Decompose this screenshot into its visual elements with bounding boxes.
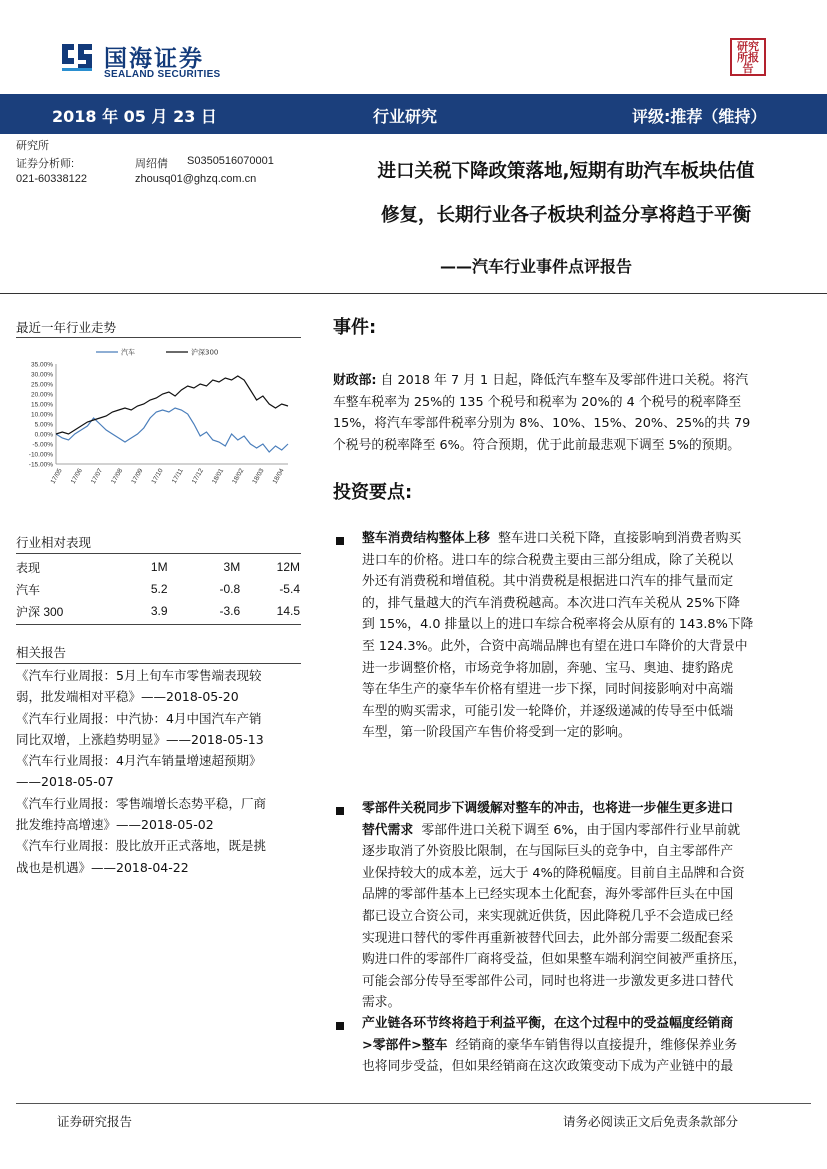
- point-1-line: 外还有消费税和增值税。其中消费税是根据进口汽车的排气量而定: [362, 574, 734, 590]
- related-report-line[interactable]: 《汽车行业周报：5月上旬车市零售端表现较: [16, 668, 262, 683]
- table-cell: -5.4: [279, 582, 300, 596]
- point-1-line: 车型，第一阶段国产车售价将受到一定的影响。: [362, 725, 631, 741]
- research-stamp: [730, 38, 766, 76]
- related-report-line[interactable]: 战也是机遇》——2018-04-22: [16, 859, 189, 875]
- industry-trend-chart: [16, 340, 301, 500]
- footer-right: 请务必阅读正文后免责条款部分: [563, 1114, 739, 1129]
- x-tick-label: 17/10: [150, 467, 165, 486]
- legend-label: 汽车: [121, 348, 135, 357]
- report-subtitle: ——汽车行业事件点评报告: [440, 257, 633, 276]
- x-tick-label: 17/06: [69, 467, 84, 486]
- related-report-line[interactable]: 同比双增，上涨趋势明显》——2018-05-13: [16, 731, 264, 747]
- point-2-text: 零部件进口关税下调至 6%，由于国内零部件行业早前就: [421, 822, 741, 838]
- point-3-heading: 产业链各环节终将趋于利益平衡，在这个过程中的受益幅度经销商: [362, 1016, 734, 1031]
- point-1-line: 等在华生产的豪华车价格有望进一步下探，同时间接影响对中高端: [362, 682, 734, 698]
- point-3-text: 经销商的豪华车销售得以直接提升，维修保养业务: [455, 1037, 738, 1053]
- point-2-heading-cont: 替代需求: [362, 822, 414, 838]
- point-paragraph-3: [362, 1013, 792, 1078]
- y-tick-label: -15.00%: [28, 461, 53, 469]
- table-row: [16, 600, 302, 622]
- footer-left: 证券研究报告: [57, 1114, 133, 1129]
- performance-table: [16, 556, 302, 622]
- point-1-line: 的，排气量越大的汽车消费税越高。本次进口汽车关税从 25%下降: [362, 595, 741, 611]
- related-rule: [16, 663, 301, 664]
- event-line: 自 2018 年 7 月 1 日起，降低汽车整车及零部件进口关税。将汽: [380, 373, 749, 388]
- x-tick-label: 17/09: [130, 467, 145, 486]
- x-tick-label: 17/05: [49, 467, 64, 486]
- point-2-line: 实现进口替代的零件再重新被替代回去，此外部分需要二级配套采: [362, 930, 734, 946]
- related-report-line[interactable]: 《汽车行业周报：零售端增长态势平稳，厂商: [16, 795, 267, 811]
- point-1-text: 整车进口关税下降，直接影响到消费者购买: [498, 531, 742, 546]
- point-2-line: 需求。: [362, 995, 401, 1011]
- bullet-square-icon: [336, 1022, 344, 1030]
- y-tick-label: 30.00%: [30, 371, 53, 379]
- related-report-line[interactable]: 批发维持高增速》——2018-05-02: [16, 817, 214, 833]
- series-line-auto: [56, 408, 288, 452]
- related-report-line[interactable]: 《汽车行业周报：4月汽车销量增速超预期》: [16, 753, 262, 769]
- report-rating: 评级:推荐（维持）: [632, 107, 767, 126]
- point-2-line: 逐步取消了外资股比限制，在与国际巨头的竞争中，自主零部件产: [362, 844, 734, 860]
- related-report-line[interactable]: ——2018-05-07: [16, 774, 114, 790]
- x-tick-label: 18/04: [271, 467, 286, 486]
- y-tick-label: 15.00%: [30, 401, 53, 409]
- footer-rule: [16, 1103, 811, 1104]
- column-header: 表现: [16, 560, 41, 575]
- analyst-dept: 研究所: [16, 140, 49, 152]
- related-report-line[interactable]: 弱，批发端相对平稳》——2018-05-20: [16, 689, 239, 705]
- event-line: 15%，将汽车零部件税率分别为 8%、10%、15%、20%、25%的共 79: [333, 416, 751, 431]
- analyst-name: 周绍倩: [135, 158, 168, 170]
- y-tick-label: 0.00%: [34, 431, 53, 439]
- points-heading: 投资要点:: [333, 482, 413, 503]
- point-3-heading-cont: >零部件>整车: [362, 1037, 448, 1053]
- point-1-heading: 整车消费结构整体上移: [362, 531, 490, 546]
- x-tick-label: 18/03: [251, 467, 266, 486]
- column-header: 3M: [223, 560, 241, 574]
- point-2-line: 都已设立合资公司，来实现就近供货，因此降税几乎不会造成已经: [362, 908, 734, 924]
- performance-heading: 行业相对表现: [16, 535, 92, 550]
- analyst-phone: 021-60338122: [16, 173, 87, 185]
- event-line: 个税号的税率降至 6%。符合预期，优于此前最悲观下调至 5%的预期。: [333, 437, 741, 453]
- x-tick-label: 17/07: [89, 467, 105, 486]
- analyst-role: 证券分析师:: [16, 158, 75, 170]
- y-tick-label: -10.00%: [28, 451, 53, 459]
- x-tick-label: 17/08: [110, 467, 125, 486]
- table-header-row: [16, 556, 302, 578]
- report-category: 行业研究: [373, 107, 438, 126]
- table-cell: 14.5: [276, 604, 300, 618]
- performance-bottom-rule: [16, 624, 301, 625]
- table-cell: 沪深 300: [16, 604, 64, 619]
- bullet-square-icon: [336, 537, 344, 545]
- point-2-line: 业保持较大的成本差，远大于 4%的降税幅度。目前自主品牌和合资: [362, 865, 745, 881]
- point-2-heading: 零部件关税同步下调缓解对整车的冲击，也将进一步催生更多进口: [362, 801, 734, 816]
- event-line: 车整车税率为 25%的 135 个税号和税率为 20%的 4 个税号的税率降至: [333, 394, 742, 410]
- column-header: 12M: [276, 560, 300, 574]
- report-title-line1: 进口关税下降政策落地,短期有助汽车板块估值: [377, 161, 755, 182]
- x-tick-label: 17/11: [170, 467, 185, 485]
- bullet-square-icon: [336, 807, 344, 815]
- y-tick-label: 5.00%: [34, 421, 53, 429]
- x-tick-label: 18/02: [231, 467, 246, 486]
- legend-label: 沪深300: [191, 348, 219, 357]
- point-3-line: 也将同步受益，但如果经销商在这次政策变动下成为产业链中的最: [362, 1059, 734, 1075]
- y-tick-label: 25.00%: [30, 381, 53, 389]
- y-tick-label: 35.00%: [30, 361, 53, 369]
- report-date: 2018 年 05 月 23 日: [52, 107, 217, 126]
- trend-heading: 最近一年行业走势: [16, 320, 117, 335]
- table-row: [16, 578, 302, 600]
- table-cell: 汽车: [16, 582, 41, 597]
- table-cell: -0.8: [219, 582, 241, 596]
- event-heading: 事件:: [333, 317, 377, 338]
- column-header: 1M: [150, 560, 168, 574]
- trend-rule: [16, 337, 301, 338]
- point-1-line: 车型的购买需求，可能引发一轮降价，并逐级递减的传导至中低端: [362, 703, 734, 719]
- stamp-text: 研究所报告: [737, 40, 759, 75]
- point-1-line: 进一步调整价格，市场竞争将加剧，奔驰、宝马、奥迪、捷豹路虎: [362, 660, 734, 676]
- logo-english-name: SEALAND SECURITIES: [104, 69, 221, 80]
- table-cell: 3.9: [150, 604, 168, 618]
- header-divider: [0, 293, 827, 294]
- sealand-logo-icon: [58, 38, 96, 76]
- point-1-line: 到 15%，4.0 排量以上的进口车综合税率将会从原有的 143.8%下降: [362, 617, 754, 633]
- event-paragraph: [333, 370, 791, 456]
- point-paragraph-2: [362, 798, 792, 1014]
- event-label: 财政部:: [333, 373, 377, 388]
- point-2-line: 可能会部分传导至零部件公司，同时也将进一步激发更多进口替代: [362, 973, 734, 989]
- y-tick-label: -5.00%: [32, 441, 53, 449]
- y-tick-label: 10.00%: [30, 411, 53, 419]
- y-tick-label: 20.00%: [30, 391, 53, 399]
- table-cell: 5.2: [150, 582, 168, 596]
- related-reports-list: [16, 665, 306, 878]
- analyst-email[interactable]: zhousq01@ghzq.com.cn: [135, 173, 257, 185]
- performance-rule: [16, 553, 301, 554]
- x-tick-label: 17/12: [190, 467, 206, 486]
- related-heading: 相关报告: [16, 645, 67, 660]
- x-tick-label: 18/01: [210, 467, 226, 486]
- point-1-line: 进口车的价格。进口车的综合税费主要由三部分组成，除了关税以: [362, 552, 734, 568]
- related-report-line[interactable]: 《汽车行业周报：股比放开正式落地，既是挑: [16, 838, 267, 854]
- logo-chinese-name: 国海证券: [104, 46, 204, 72]
- point-1-line: 至 124.3%。此外，合资中高端品牌也有望在进口车降价的大背景中: [362, 638, 748, 654]
- point-2-line: 品牌的零部件基本上已经实现本土化配套，海外零部件巨头在中国: [362, 887, 734, 903]
- series-line-hs300: [56, 376, 288, 434]
- related-report-line[interactable]: 《汽车行业周报：中汽协：4月中国汽车产销: [16, 710, 262, 726]
- point-paragraph-1: [362, 528, 792, 744]
- analyst-license: S0350516070001: [187, 155, 274, 167]
- report-title-line2: 修复，长期行业各子板块利益分享将趋于平衡: [380, 205, 751, 226]
- point-2-line: 购进口件的零部件厂商将受益，但如果整车端利润空间被严重挤压，: [362, 952, 746, 968]
- table-cell: -3.6: [219, 604, 241, 618]
